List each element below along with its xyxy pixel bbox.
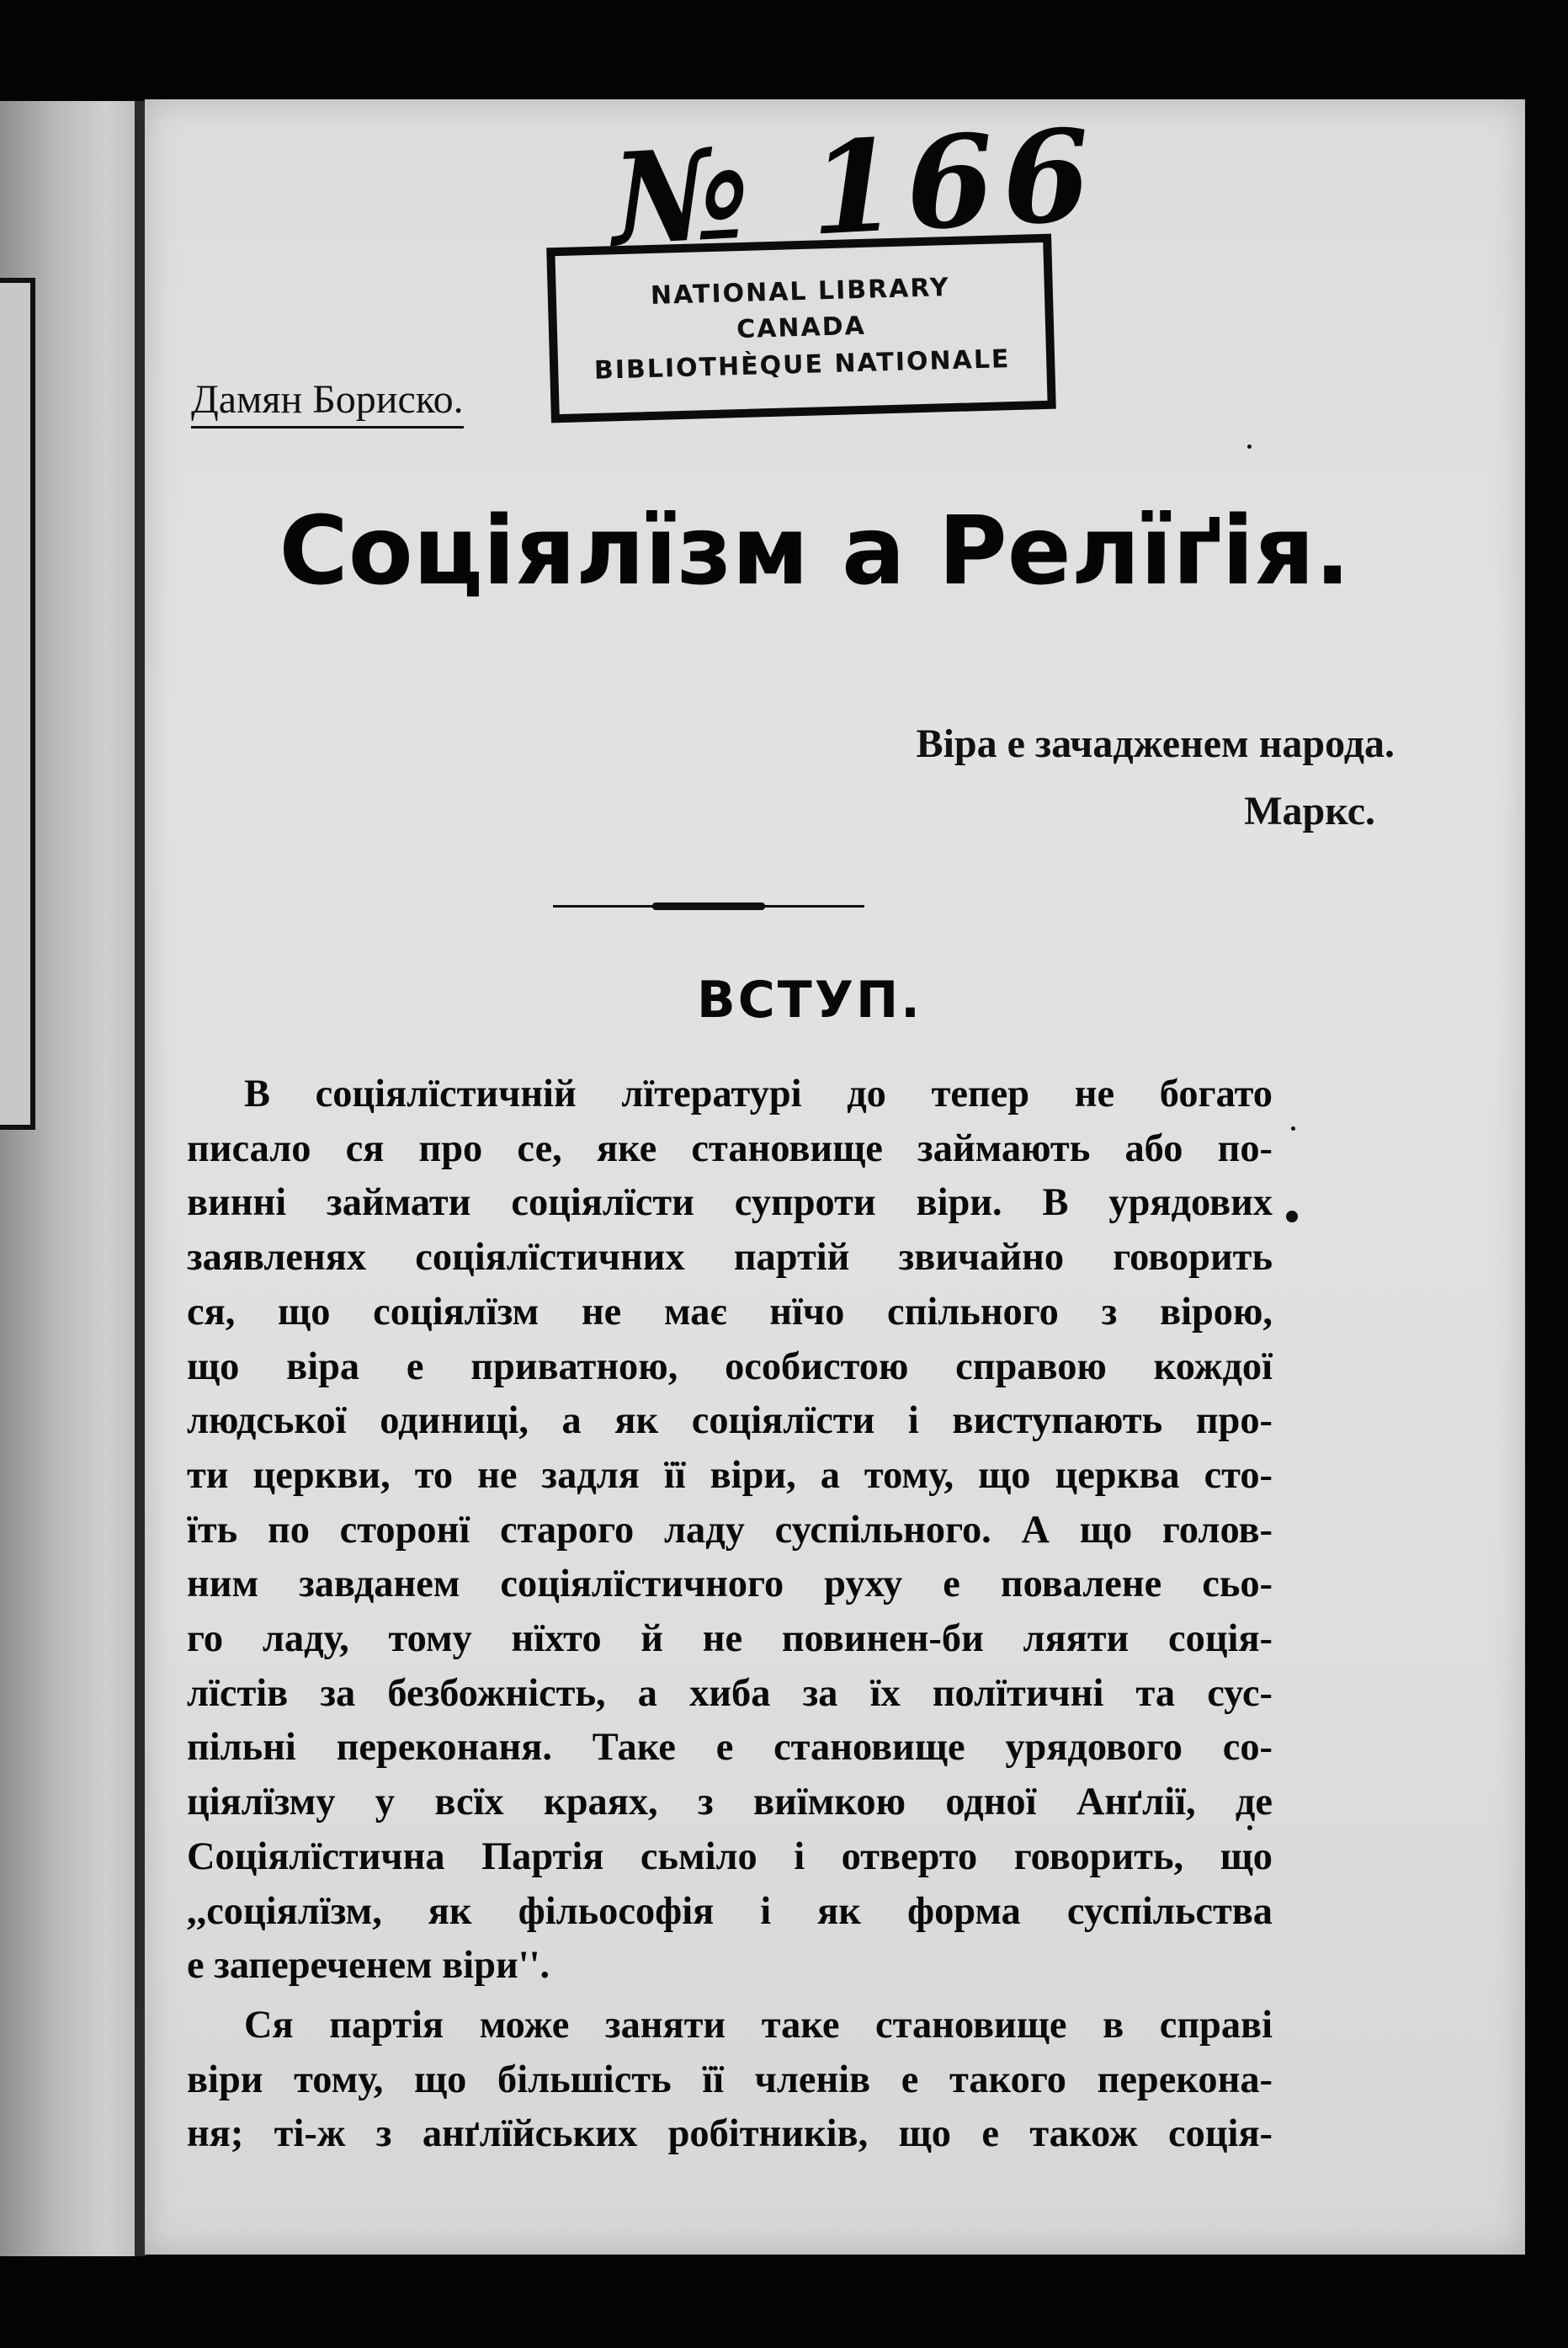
ink-speck: [1286, 1211, 1298, 1222]
author-name: Дамян Бориско.: [191, 375, 464, 429]
text-line: заявленях соціялїстичних партій звичайно говорить: [187, 1236, 1273, 1280]
stamp-line: NATIONAL LIBRARY: [650, 272, 951, 311]
text-line: ,,соціялїзм, як фільософія і як форма суспільства: [187, 1889, 1273, 1933]
text-line: Ся партія може заняти таке становище в справі: [244, 2003, 1273, 2047]
adjacent-page-border: [0, 278, 35, 1130]
body-text: [187, 1068, 1273, 2162]
text-line: го ладу, тому нїхто й не повинен-би ляяти соція-: [187, 1617, 1273, 1661]
handwritten-catalog-number: № 166: [608, 100, 1103, 275]
text-line: В соціялїстичній лїтературі до тепер не богато: [244, 1073, 1273, 1115]
ornamental-divider: [553, 901, 864, 913]
epigraph-quote: Віра е зачадженем народа.: [916, 721, 1395, 766]
epigraph-author: Маркс.: [1244, 789, 1375, 833]
adjacent-page-edge: [0, 101, 141, 2256]
divider-thick-bar: [652, 902, 765, 910]
ink-speck: [1291, 1126, 1295, 1131]
text-line: лїстів за безбожність, а хиба за їх полїтичні та сус-: [187, 1671, 1273, 1715]
text-line: писало ся про се, яке становище займають або по-: [187, 1126, 1273, 1170]
stamp-line: BIBLIOTHÈQUE NATIONALE: [593, 343, 1011, 386]
text-line: е запереченем віри''.: [187, 1944, 550, 1988]
text-line: пільні переконаня. Таке е становище урядового со-: [187, 1726, 1273, 1770]
text-line: ним завданем соціялїстичного руху е повалене сьо-: [187, 1563, 1273, 1606]
ink-speck: [1247, 445, 1252, 449]
page-title: Соціялїзм а Релїґія.: [279, 497, 1351, 606]
stamp-line: CANADA: [736, 311, 867, 345]
text-line: ціялїзму у всїх краях, з виїмкою одної Анґлії, де: [187, 1781, 1273, 1824]
text-line: віри тому, що більшість її членів е такого перекона-: [187, 2058, 1273, 2101]
book-page: [145, 99, 1525, 2255]
section-heading: ВСТУП.: [697, 971, 922, 1030]
ink-speck: [1247, 1825, 1252, 1830]
text-line: ти церкви, то не задля її віри, а тому, що церква сто-: [187, 1453, 1273, 1497]
library-stamp: [546, 234, 1056, 423]
text-line: ня; ті-ж з анґлїйських робітників, що е також соція-: [187, 2112, 1273, 2156]
text-line: ся, що соціялїзм не має нїчо спільного з вірою,: [187, 1290, 1273, 1334]
text-line: їть по сторонї старого ладу суспільного. А що голов-: [187, 1508, 1273, 1552]
text-line: Соціялїстична Партія сьміло і отверто говорить, що: [187, 1834, 1273, 1878]
text-line: що віра е приватною, особистою справою кождої: [187, 1344, 1273, 1388]
text-line: винні займати соціялїсти супроти віри. В урядових: [187, 1181, 1273, 1225]
text-line: людської одиниці, а як соціялїсти і виступають про-: [187, 1399, 1273, 1443]
